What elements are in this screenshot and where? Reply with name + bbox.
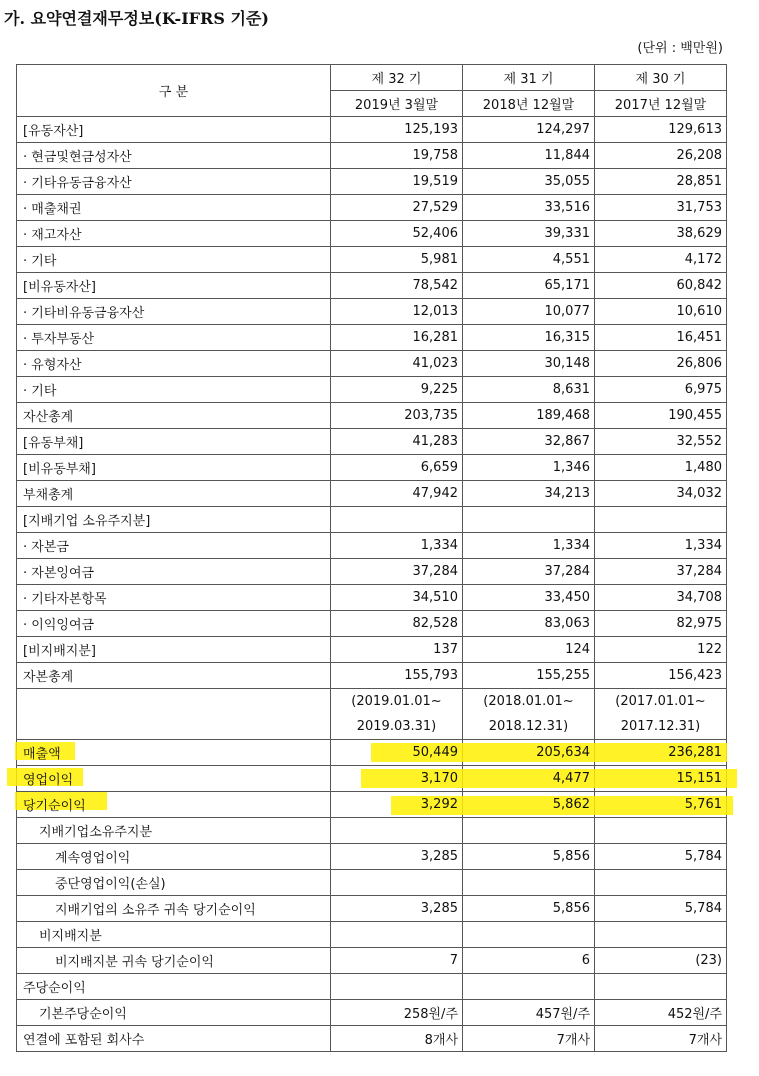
row-value: 11,844: [463, 143, 595, 169]
row-value: 16,281: [331, 325, 463, 351]
period-range-row: [17, 689, 727, 740]
header-row: [17, 65, 727, 91]
row-value: 5,856: [463, 844, 595, 870]
header-period: 제 31 기: [463, 65, 595, 91]
row-value: [463, 974, 595, 1000]
row-value: [463, 818, 595, 844]
row-value: 203,735: [331, 403, 463, 429]
row-label: 비지배지분 귀속 당기순이익: [17, 948, 331, 974]
row-value: 82,528: [331, 611, 463, 637]
table-row: [17, 585, 727, 611]
row-value: 83,063: [463, 611, 595, 637]
table-row: [17, 792, 727, 818]
row-value: (23): [595, 948, 727, 974]
table-row: [17, 663, 727, 689]
row-value: 31,753: [595, 195, 727, 221]
row-value: 47,942: [331, 481, 463, 507]
row-value: 4,172: [595, 247, 727, 273]
financial-summary-table: [16, 64, 727, 1052]
row-value: 52,406: [331, 221, 463, 247]
row-value: 82,975: [595, 611, 727, 637]
table-row: [17, 611, 727, 637]
row-value: 16,315: [463, 325, 595, 351]
row-value: 30,148: [463, 351, 595, 377]
row-value: 189,468: [463, 403, 595, 429]
row-value: 34,708: [595, 585, 727, 611]
row-value: [595, 507, 727, 533]
row-value: [331, 922, 463, 948]
row-value: 8개사: [331, 1026, 463, 1052]
header-label: 구 분: [17, 65, 331, 117]
row-value: 452원/주: [595, 1000, 727, 1026]
row-label: · 기타유동금융자산: [17, 169, 331, 195]
row-value: 27,529: [331, 195, 463, 221]
table-row: [17, 403, 727, 429]
row-value: [595, 870, 727, 896]
row-label: · 유형자산: [17, 351, 331, 377]
row-value: 156,423: [595, 663, 727, 689]
row-value: 3,292: [331, 792, 463, 818]
row-value: 5,862: [463, 792, 595, 818]
table-row: [17, 533, 727, 559]
row-value: 137: [331, 637, 463, 663]
row-value: 38,629: [595, 221, 727, 247]
row-label: 영업이익: [17, 766, 331, 792]
row-label: 당기순이익: [17, 792, 331, 818]
row-value: 4,551: [463, 247, 595, 273]
period-range: (2018.01.01~ 2018.12.31): [463, 689, 595, 740]
header-period: 제 32 기: [331, 65, 463, 91]
table-row: [17, 922, 727, 948]
row-label: 자산총계: [17, 403, 331, 429]
table-row: [17, 1000, 727, 1026]
row-label: [유동자산]: [17, 117, 331, 143]
row-value: 124,297: [463, 117, 595, 143]
table-row: [17, 117, 727, 143]
row-value: 125,193: [331, 117, 463, 143]
row-value: [463, 507, 595, 533]
row-label: · 현금및현금성자산: [17, 143, 331, 169]
row-value: 7: [331, 948, 463, 974]
table-row: [17, 948, 727, 974]
table-row: [17, 870, 727, 896]
row-label: 연결에 포함된 회사수: [17, 1026, 331, 1052]
row-label: [지배기업 소유주지분]: [17, 507, 331, 533]
table-row: [17, 481, 727, 507]
row-label: [비유동자산]: [17, 273, 331, 299]
row-value: 5,784: [595, 844, 727, 870]
row-value: 1,480: [595, 455, 727, 481]
period-range: (2017.01.01~ 2017.12.31): [595, 689, 727, 740]
table-row: [17, 844, 727, 870]
period-range-blank: [17, 689, 331, 740]
table-row: [17, 195, 727, 221]
table-row: [17, 559, 727, 585]
row-value: 33,450: [463, 585, 595, 611]
table-row: [17, 169, 727, 195]
row-label: 지배기업소유주지분: [17, 818, 331, 844]
row-value: 15,151: [595, 766, 727, 792]
row-value: 26,208: [595, 143, 727, 169]
row-value: 124: [463, 637, 595, 663]
table-row: [17, 377, 727, 403]
row-label: · 매출채권: [17, 195, 331, 221]
row-value: 19,758: [331, 143, 463, 169]
row-value: 4,477: [463, 766, 595, 792]
row-value: 41,283: [331, 429, 463, 455]
row-value: 33,516: [463, 195, 595, 221]
row-value: 457원/주: [463, 1000, 595, 1026]
row-value: 35,055: [463, 169, 595, 195]
row-value: 32,552: [595, 429, 727, 455]
row-value: 28,851: [595, 169, 727, 195]
row-label: · 자본금: [17, 533, 331, 559]
period-range: (2019.01.01~ 2019.03.31): [331, 689, 463, 740]
row-label: 중단영업이익(손실): [17, 870, 331, 896]
row-value: 3,285: [331, 896, 463, 922]
row-value: 6: [463, 948, 595, 974]
row-value: 5,761: [595, 792, 727, 818]
table-row: [17, 273, 727, 299]
section-title: 가. 요약연결재무정보(K-IFRS 기준): [4, 9, 269, 28]
header-date: 2017년 12월말: [595, 91, 727, 117]
table-row: [17, 896, 727, 922]
row-label: · 기타: [17, 247, 331, 273]
row-label: [유동부채]: [17, 429, 331, 455]
table-row: [17, 299, 727, 325]
row-value: 5,856: [463, 896, 595, 922]
row-label: 주당순이익: [17, 974, 331, 1000]
row-value: 8,631: [463, 377, 595, 403]
row-value: 1,334: [595, 533, 727, 559]
row-value: 155,255: [463, 663, 595, 689]
row-label: · 자본잉여금: [17, 559, 331, 585]
row-label: 부채총계: [17, 481, 331, 507]
row-label: · 재고자산: [17, 221, 331, 247]
row-label: · 투자부동산: [17, 325, 331, 351]
row-value: 190,455: [595, 403, 727, 429]
table-row: [17, 455, 727, 481]
row-value: [331, 974, 463, 1000]
table-row: [17, 351, 727, 377]
row-value: 1,334: [331, 533, 463, 559]
row-value: 10,610: [595, 299, 727, 325]
row-value: 6,975: [595, 377, 727, 403]
row-value: 9,225: [331, 377, 463, 403]
table-row: [17, 247, 727, 273]
table-row: [17, 1026, 727, 1052]
header-period: 제 30 기: [595, 65, 727, 91]
row-value: 37,284: [463, 559, 595, 585]
row-value: [331, 818, 463, 844]
unit-note: (단위 : 백만원): [637, 41, 723, 56]
row-value: 7개사: [595, 1026, 727, 1052]
row-value: 19,519: [331, 169, 463, 195]
row-value: 236,281: [595, 740, 727, 766]
table-row: [17, 429, 727, 455]
row-label: 계속영업이익: [17, 844, 331, 870]
row-value: 258원/주: [331, 1000, 463, 1026]
row-value: 34,032: [595, 481, 727, 507]
table-row: [17, 766, 727, 792]
row-label: 매출액: [17, 740, 331, 766]
row-value: 41,023: [331, 351, 463, 377]
row-value: [331, 870, 463, 896]
row-label: 비지배지분: [17, 922, 331, 948]
row-label: · 기타자본항목: [17, 585, 331, 611]
row-value: 34,213: [463, 481, 595, 507]
table-row: [17, 637, 727, 663]
row-value: 39,331: [463, 221, 595, 247]
row-value: 129,613: [595, 117, 727, 143]
row-value: 16,451: [595, 325, 727, 351]
table-row: [17, 221, 727, 247]
row-label: · 이익잉여금: [17, 611, 331, 637]
row-value: 37,284: [595, 559, 727, 585]
row-value: 122: [595, 637, 727, 663]
row-value: 5,981: [331, 247, 463, 273]
row-label: 기본주당순이익: [17, 1000, 331, 1026]
row-value: 205,634: [463, 740, 595, 766]
balance-sheet-body: [17, 117, 727, 689]
row-label: [비지배지분]: [17, 637, 331, 663]
row-value: [331, 507, 463, 533]
table-row: [17, 143, 727, 169]
row-value: [595, 818, 727, 844]
row-value: 6,659: [331, 455, 463, 481]
row-value: 5,784: [595, 896, 727, 922]
row-label: [비유동부채]: [17, 455, 331, 481]
row-label: 지배기업의 소유주 귀속 당기순이익: [17, 896, 331, 922]
row-value: 32,867: [463, 429, 595, 455]
table-row: [17, 507, 727, 533]
row-value: 60,842: [595, 273, 727, 299]
row-value: 34,510: [331, 585, 463, 611]
table-row: [17, 818, 727, 844]
row-value: 1,334: [463, 533, 595, 559]
row-value: [595, 974, 727, 1000]
header-date: 2019년 3월말: [331, 91, 463, 117]
row-value: 78,542: [331, 273, 463, 299]
row-value: 3,170: [331, 766, 463, 792]
row-value: 155,793: [331, 663, 463, 689]
row-label: · 기타: [17, 377, 331, 403]
row-value: 7개사: [463, 1026, 595, 1052]
row-value: [595, 922, 727, 948]
income-statement-body: [17, 740, 727, 1052]
row-value: 1,346: [463, 455, 595, 481]
row-value: [463, 870, 595, 896]
row-value: [463, 922, 595, 948]
row-value: 12,013: [331, 299, 463, 325]
table-row: [17, 974, 727, 1000]
row-value: 26,806: [595, 351, 727, 377]
header-date: 2018년 12월말: [463, 91, 595, 117]
row-value: 65,171: [463, 273, 595, 299]
row-label: 자본총계: [17, 663, 331, 689]
row-value: 50,449: [331, 740, 463, 766]
table-row: [17, 325, 727, 351]
row-label: · 기타비유동금융자산: [17, 299, 331, 325]
row-value: 3,285: [331, 844, 463, 870]
row-value: 10,077: [463, 299, 595, 325]
table-row: [17, 740, 727, 766]
row-value: 37,284: [331, 559, 463, 585]
